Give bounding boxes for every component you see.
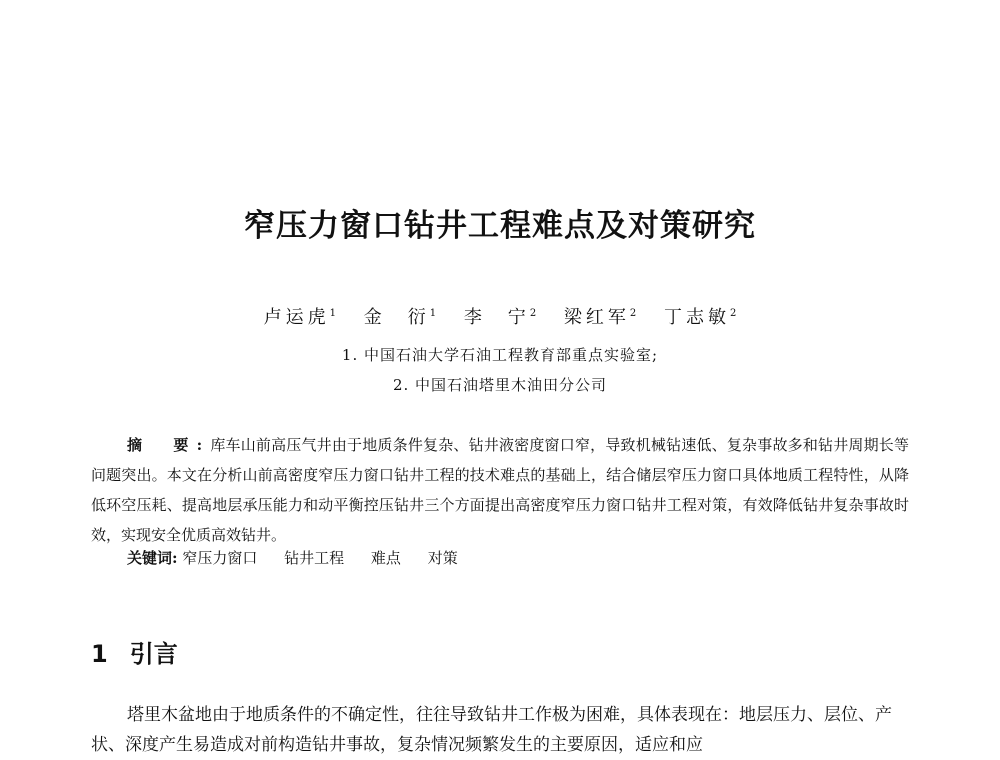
- author: 李 宁$^2$: [463, 307, 537, 328]
- author-list: [0, 303, 1000, 329]
- author: 金 衍$^1$: [363, 307, 437, 328]
- keyword: 对策: [427, 549, 458, 567]
- author: 卢运虎$^1$: [263, 307, 336, 328]
- body-paragraph: 塔里木盆地由于地质条件的不确定性，往往导致钻井工作极为困难，具体表现在：地层压力、层位、产状、深度产生易造成对前构造钻井事故，复杂情况频繁发生的主要原因，适应和应: [91, 705, 892, 755]
- section-heading: [91, 634, 178, 669]
- keyword: 难点: [370, 549, 401, 567]
- abstract-label: 摘 要:: [127, 436, 211, 454]
- keywords-label: 关键词:: [127, 549, 178, 567]
- abstract-text: 库车山前高压气井由于地质条件复杂、钻井液密度窗口窄，导致机械钻速低、复杂事故多和钻井周期长等问题突出。本文在分析山前高密度窄压力窗口钻井工程的技术难点的基础上，结合储层窄压力窗口具体地质工程特性，从降低环空压耗、提高地层承压能力和动平衡控压钻井三个方面提出高密度窄压力窗口钻井工程对策，有效降低钻井复杂事故时效，实现安全优质高效钻井。: [91, 436, 909, 544]
- paper-title: 窄压力窗口钻井工程难点及对策研究: [244, 208, 756, 244]
- section-number: 1: [91, 640, 108, 668]
- keyword: 窄压力窗口: [182, 549, 258, 567]
- section-title: 引言: [129, 640, 178, 668]
- abstract: [91, 430, 909, 550]
- affiliation: 1. 中国石油大学石油工程教育部重点实验室;: [341, 346, 659, 364]
- author: 丁志敏$^2$: [664, 307, 737, 328]
- affiliation: 2. 中国石油塔里木油田分公司: [392, 376, 608, 394]
- keywords: [127, 547, 480, 568]
- author: 梁红军$^2$: [563, 307, 637, 328]
- keyword: 钻井工程: [284, 549, 345, 567]
